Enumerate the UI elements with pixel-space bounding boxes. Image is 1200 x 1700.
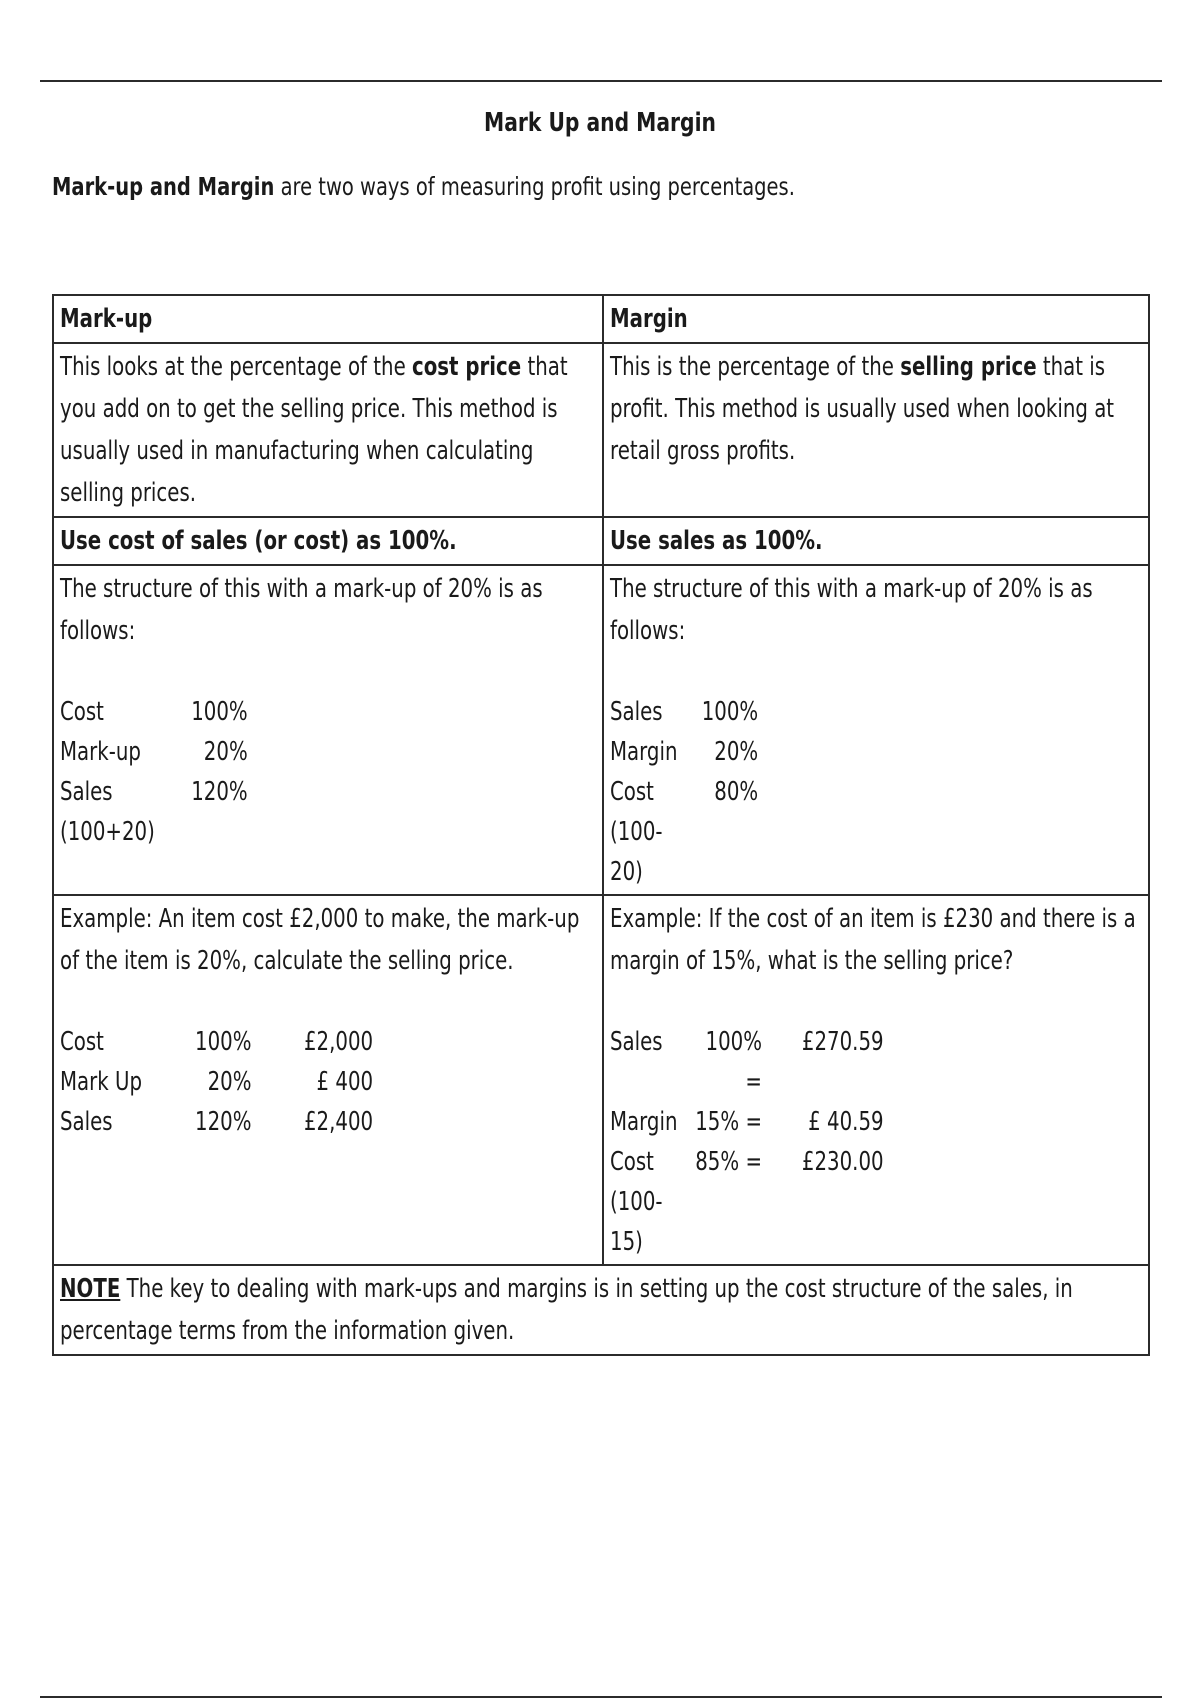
markup-example-intro: Example: An item cost £2,000 to make, the mark-up of the item is 20%, calculate the selling price. [60, 904, 580, 976]
margin-example [610, 898, 1140, 1262]
margin-structure-intro: The structure of this with a mark-up of 20% is as follows: [610, 574, 1093, 646]
structure-label: Sales (100+20) [60, 777, 155, 847]
example-label: Margin [610, 1107, 678, 1137]
markup-heading: Mark-up [60, 304, 153, 334]
note-text: The key to dealing with mark-ups and margins is in setting up the cost structure of the sales, in percentage terms from the information given. [60, 1274, 1073, 1346]
structure-value: 100% [191, 697, 248, 727]
example-amount: £ 400 [316, 1067, 374, 1097]
structure-label: Sales [610, 697, 663, 727]
example-pct: 120% [195, 1107, 252, 1137]
example-amount: £230.00 [801, 1147, 884, 1177]
table-row [53, 295, 1149, 343]
structure-value: 80% [714, 777, 759, 807]
example-label: Sales [60, 1107, 113, 1137]
margin-heading: Margin [610, 304, 688, 334]
note-key: NOTE [60, 1274, 121, 1304]
example-amount: £2,400 [303, 1107, 374, 1137]
structure-label: Cost (100-20) [610, 777, 663, 887]
markup-example [60, 898, 594, 1142]
markup-structure-cell [53, 565, 603, 895]
note-cell [53, 1265, 1149, 1355]
margin-desc-bold: selling price [900, 352, 1037, 382]
example-pct: 85% = [695, 1147, 762, 1177]
margin-example-list [610, 1022, 1140, 1262]
example-pct: 15% = [695, 1107, 762, 1137]
margin-example-intro: Example: If the cost of an item is £230 and there is a margin of 15%, what is the selling price? [610, 904, 1136, 976]
table-row [53, 565, 1149, 895]
markup-margin-table [52, 294, 1150, 1356]
table-row [53, 1265, 1149, 1355]
note [60, 1268, 1137, 1352]
margin-base-cell [603, 517, 1149, 565]
margin-description [610, 346, 1140, 472]
margin-base: Use sales as 100%. [610, 526, 823, 556]
structure-label: Mark-up [60, 737, 141, 767]
markup-heading-cell [53, 295, 603, 343]
markup-base: Use cost of sales (or cost) as 100%. [60, 526, 457, 556]
top-rule [40, 80, 1162, 82]
margin-structure-list [610, 692, 1140, 892]
markup-structure [60, 568, 594, 852]
example-pct: 100% [195, 1027, 252, 1057]
table-row [53, 895, 1149, 1265]
table-row [53, 343, 1149, 517]
example-amount: £ 40.59 [808, 1107, 884, 1137]
structure-value: 20% [203, 737, 248, 767]
example-label: Sales [610, 1027, 663, 1057]
markup-structure-intro: The structure of this with a mark-up of 20% is as follows: [60, 574, 543, 646]
example-label: Cost (100-15) [610, 1147, 663, 1257]
markup-description-cell [53, 343, 603, 517]
markup-desc-post: that you add on to get the selling price. This method is usually used in manufacturing when calculating selling prices. [60, 352, 568, 508]
example-amount: £2,000 [303, 1027, 374, 1057]
intro-text: are two ways of measuring profit using percentages. [274, 172, 795, 201]
markup-desc-bold: cost price [412, 352, 522, 382]
structure-value: 20% [714, 737, 759, 767]
markup-base-cell [53, 517, 603, 565]
markup-example-cell [53, 895, 603, 1265]
structure-value: 100% [701, 697, 759, 727]
markup-description [60, 346, 594, 514]
example-pct: 20% [207, 1067, 252, 1097]
margin-example-cell [603, 895, 1149, 1265]
margin-desc-post: that is profit. This method is usually used when looking at retail gross profits. [610, 352, 1115, 466]
margin-heading-cell [603, 295, 1149, 343]
margin-description-cell [603, 343, 1149, 517]
example-amount: £270.59 [801, 1027, 884, 1057]
example-label: Cost [60, 1027, 104, 1057]
markup-example-list [60, 1022, 594, 1142]
table-row [53, 517, 1149, 565]
markup-desc-pre: This looks at the percentage of the [60, 352, 413, 382]
structure-label: Margin [610, 737, 678, 767]
intro-paragraph [52, 172, 795, 201]
margin-structure-cell [603, 565, 1149, 895]
structure-label: Cost [60, 697, 104, 727]
example-label: Mark Up [60, 1067, 143, 1097]
page-title: Mark Up and Margin [484, 108, 716, 138]
structure-value: 120% [191, 777, 248, 807]
markup-structure-list [60, 692, 594, 852]
margin-structure [610, 568, 1140, 892]
intro-bold: Mark-up and Margin [52, 172, 275, 201]
bottom-rule [40, 1696, 1162, 1698]
margin-desc-pre: This is the percentage of the [610, 352, 901, 382]
example-pct: 100% = [705, 1027, 762, 1097]
